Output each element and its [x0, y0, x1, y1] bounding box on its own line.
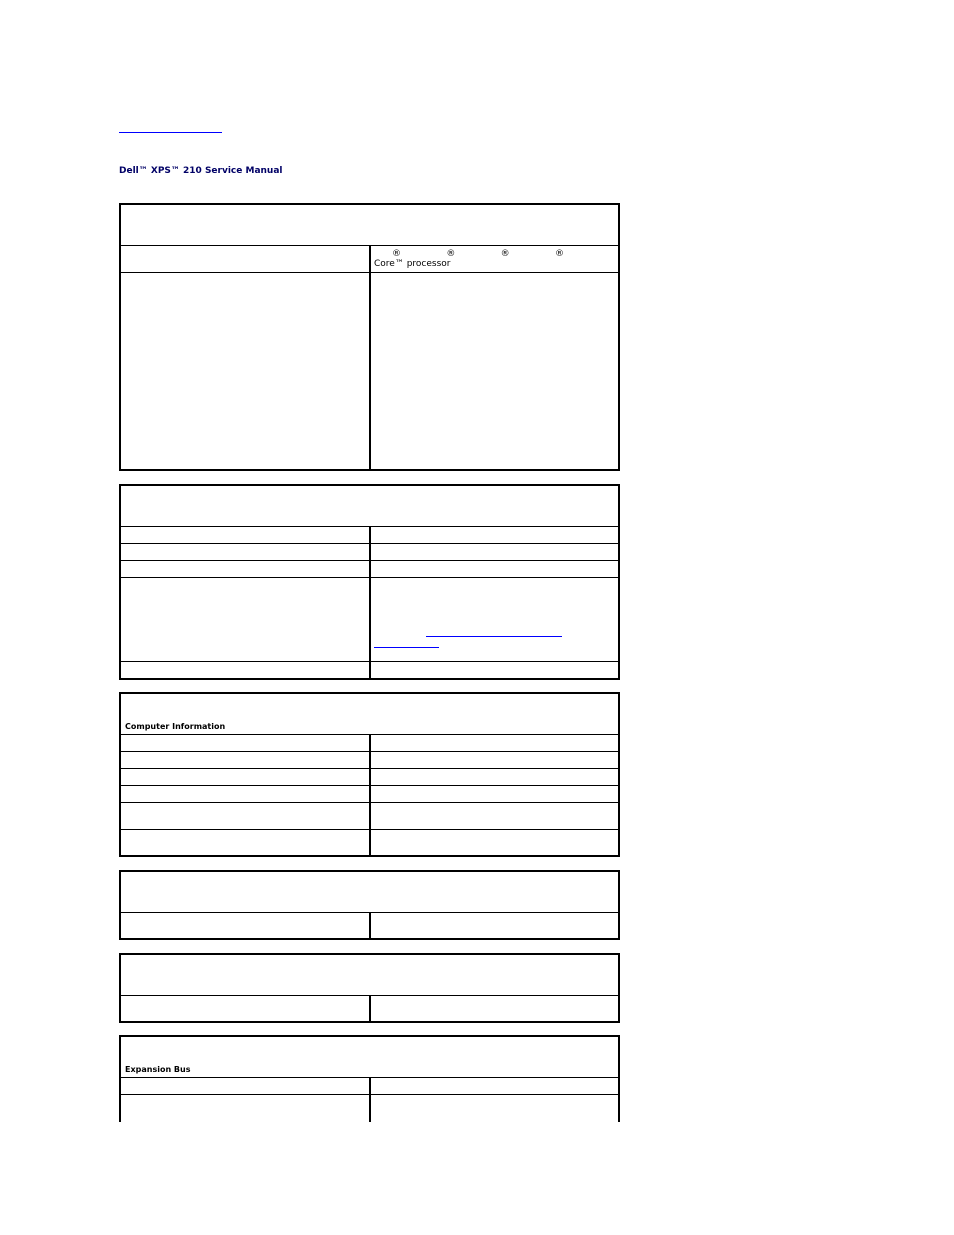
spec-value-cell — [371, 662, 618, 678]
table-header-row — [121, 486, 618, 526]
table-row — [121, 1094, 618, 1122]
table-row — [121, 751, 618, 768]
back-to-contents-link[interactable] — [119, 120, 222, 133]
processor-type-text: Core™ processor — [374, 259, 451, 269]
spec-value-cell — [371, 1095, 618, 1122]
spec-value-cell — [371, 1078, 618, 1094]
spec-label-cell — [121, 578, 371, 661]
table-row — [121, 995, 618, 1021]
spec-value-cell — [371, 561, 618, 577]
spec-value-cell — [371, 273, 618, 469]
expansion-bus-table — [119, 1035, 620, 1122]
spec-label-cell — [121, 735, 371, 751]
computer-information-heading: Computer Information — [125, 722, 226, 731]
page-title: Dell™ XPS™ 210 Service Manual — [119, 166, 283, 176]
table-row — [121, 1077, 618, 1094]
spec-label-cell — [121, 830, 371, 855]
expansion-bus-heading: Expansion Bus — [125, 1065, 191, 1074]
registered-marks — [374, 249, 564, 259]
registered-mark: ® — [554, 249, 564, 259]
spec-label-cell — [121, 544, 371, 560]
spec-label-cell — [121, 1078, 371, 1094]
table-row — [121, 829, 618, 855]
table-row — [121, 768, 618, 785]
spec-label-cell — [121, 786, 371, 802]
table-row — [121, 734, 618, 751]
table-row — [121, 802, 618, 829]
spec-label-cell — [121, 803, 371, 829]
spec-value-cell — [371, 246, 618, 272]
spec-label-cell — [121, 752, 371, 768]
spec-label-cell — [121, 246, 371, 272]
spec-value-cell — [371, 769, 618, 785]
spec-label-cell — [121, 273, 371, 469]
table-header-row — [121, 1037, 618, 1077]
table-row — [121, 560, 618, 577]
spec-value-cell — [371, 752, 618, 768]
spec-table-5 — [119, 953, 620, 1023]
memory-spec-table — [119, 484, 620, 680]
spec-label-cell — [121, 1095, 371, 1122]
spec-value-cell — [371, 913, 618, 938]
spec-value-cell — [371, 803, 618, 829]
spec-label-cell — [121, 996, 371, 1021]
table-header-row — [121, 955, 618, 995]
registered-mark: ® — [500, 249, 510, 259]
spec-value-cell — [371, 578, 618, 661]
spec-table-4 — [119, 870, 620, 940]
spec-label-cell — [121, 769, 371, 785]
memory-addressing-link[interactable] — [374, 626, 615, 648]
table-row — [121, 245, 618, 272]
table-row — [121, 661, 618, 678]
table-row — [121, 526, 618, 543]
table-row — [121, 543, 618, 560]
processor-spec-table — [119, 203, 620, 471]
table-header-row — [121, 694, 618, 734]
spec-value-cell — [371, 996, 618, 1021]
spec-label-cell — [121, 662, 371, 678]
spec-value-cell — [371, 544, 618, 560]
table-row — [121, 912, 618, 938]
table-row — [121, 272, 618, 469]
registered-mark: ® — [446, 249, 456, 259]
computer-information-table — [119, 692, 620, 857]
table-header-row — [121, 205, 618, 245]
spec-value-cell — [371, 735, 618, 751]
spec-label-cell — [121, 527, 371, 543]
table-row — [121, 785, 618, 802]
table-header-row — [121, 872, 618, 912]
table-row — [121, 577, 618, 661]
registered-mark: ® — [392, 249, 401, 259]
spec-value-cell — [371, 527, 618, 543]
spec-value-cell — [371, 786, 618, 802]
spec-label-cell — [121, 561, 371, 577]
spec-value-cell — [371, 830, 618, 855]
spec-label-cell — [121, 913, 371, 938]
